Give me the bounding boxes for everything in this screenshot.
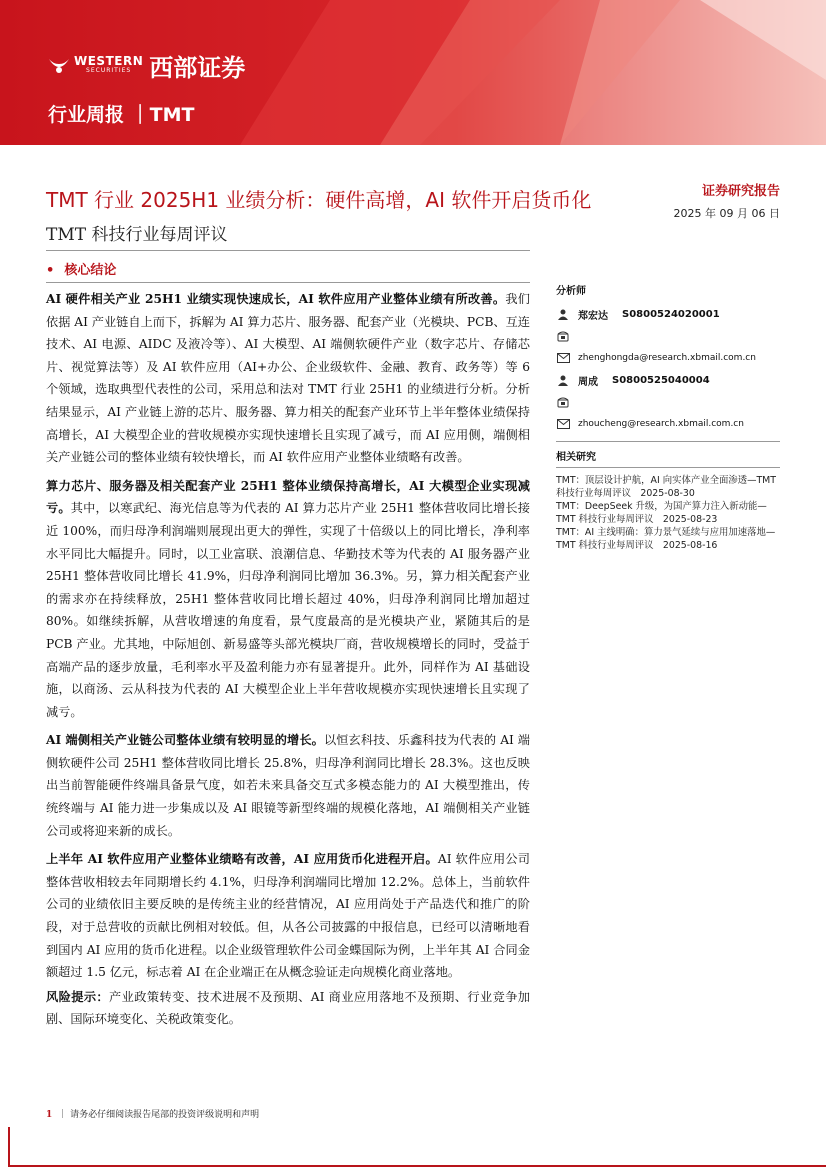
logo-english: WESTERN SECURITIES bbox=[74, 53, 144, 74]
divider bbox=[46, 250, 530, 251]
phone-icon bbox=[556, 395, 570, 409]
related-item[interactable]: TMT：AI 主线明确：算力景气延续与应用加速落地—TMT 科技行业每周评议 2025-08-16 bbox=[556, 527, 776, 551]
phone-icon bbox=[556, 329, 570, 343]
logo-chinese: 西部证券 bbox=[149, 54, 246, 82]
analyst-email[interactable]: zhoucheng@research.xbmail.com.cn bbox=[578, 419, 744, 429]
page-number: 1 bbox=[46, 1110, 53, 1120]
corner-decoration bbox=[8, 1165, 826, 1167]
bull-icon bbox=[48, 57, 70, 75]
footer-separator: ｜ bbox=[58, 1110, 68, 1120]
person-icon bbox=[556, 373, 570, 387]
analyst-row bbox=[556, 303, 780, 325]
section-heading: • 核心结论 bbox=[46, 263, 117, 278]
paragraph: 算力芯片、服务器及相关配套产业 25H1 整体业绩保持高增长，AI 大模型企业实现减亏。其中，以寒武纪、海光信息等为代表的 AI 算力芯片产业 25H1 整体营收同比增长接近 100%，而归母净利润端则展现出更大的弹性，实现了十倍级以上的同比增长，净利率水平同比大幅提升。同时，以工业富联、浪潮信息、华勤技术等为代表的 AI 服务器产业 25H1 整体营收同比增长 41.9%，归母净利润同比增加 36.3%。另，算力相关配套产业的需求亦在持续释放，25H1 整体营收同比增长超过 40%，归母净利润同比增加超过 80%。如继续拆解，从营收增速的角度看，景气度最高的是光模块产业，紧随其后的是 PCB 产业。尤其地，中际旭创、新易盛等头部光模块厂商，营收规模增长的同时，受益于高端产品的逐步放量，毛利率水平及盈利能力亦有显著提升。此外，同样作为 AI 基础设施，以商汤、云从科技为代表的 AI 大模型企业上半年营收规模亦实现快速增长且实现了减亏。 bbox=[46, 478, 530, 719]
divider bbox=[556, 441, 780, 442]
report-label: 证券研究报告 bbox=[701, 184, 780, 199]
related-list bbox=[556, 474, 780, 552]
analyst-name: 周成 bbox=[578, 376, 598, 388]
divider bbox=[46, 282, 530, 283]
company-logo bbox=[48, 48, 245, 83]
risk-paragraph: 风险提示：产业政策转变、技术进展不及预期、AI 商业应用落地不及预期、行业竞争加剧、国际环境变化、关税政策变化。 bbox=[46, 989, 530, 1027]
paragraph: AI 端侧相关产业链公司整体业绩有较明显的增长。以恒玄科技、乐鑫科技为代表的 AI 端侧软硬件公司 25H1 整体营收同比增长 25.8%，归母净利润同比增长 28.3%。这也反映出当前智能硬件终端具备景气度，如若未来具备交互式多模态能力的 AI 大模型推出，传统终端与 AI 能力进一步集成以及 AI 眼镜等新型终端的规模化落地，AI 端侧相关产业链公司或将迎来新的成长。 bbox=[46, 733, 530, 838]
report-type: 行业周报 ｜TMT bbox=[48, 104, 195, 126]
disclaimer-note: 请务必仔细阅读报告尾部的投资评级说明和声明 bbox=[70, 1110, 260, 1120]
email-icon bbox=[556, 417, 570, 431]
related-item[interactable]: TMT：DeepSeek 升级，为国产算力注入新动能—TMT 科技行业每周评议 2025-08-23 bbox=[556, 501, 767, 525]
corner-decoration bbox=[8, 1127, 10, 1167]
phone-row bbox=[556, 325, 780, 347]
related-heading: 相关研究 bbox=[556, 452, 596, 463]
divider bbox=[556, 467, 780, 468]
analyst-row bbox=[556, 369, 780, 391]
email-row bbox=[556, 347, 780, 369]
analyst-license: S0800525040004 bbox=[612, 374, 710, 386]
page-footer bbox=[46, 1107, 259, 1120]
sidebar bbox=[556, 282, 780, 552]
related-item[interactable]: TMT：顶层设计护航，AI 向实体产业全面渗透—TMT 科技行业每周评议 2025-08-30 bbox=[556, 475, 776, 499]
bullet-icon: • bbox=[46, 263, 55, 278]
analyst-email[interactable]: zhenghongda@research.xbmail.com.cn bbox=[578, 353, 756, 363]
analyst-name: 郑宏达 bbox=[578, 310, 608, 322]
paragraph: 上半年 AI 软件应用产业整体业绩略有改善，AI 应用货币化进程开启。AI 软件应用公司整体营收相较去年同期增长约 4.1%，归母净利润端同比增加 12.2%。总体上，当前软件公司的业绩依旧主要反映的是传统主业的经营情况，AI 应用尚处于产品迭代和推广的阶段，对于总营收的贡献比例相对较低。但，从各公司披露的中报信息，已经可以清晰地看到国内 AI 应用的货币化进程。以企业级管理软件公司金蝶国际为例，上半年其 AI 合同金额超过 1.5 亿元，标志着 AI 在企业端正在从概念验证走向规模化商业落地。 bbox=[46, 852, 530, 980]
person-icon bbox=[556, 307, 570, 321]
report-subtitle: TMT 科技行业每周评议 bbox=[46, 225, 228, 245]
report-title: TMT 行业 2025H1 业绩分析：硬件高增，AI 软件开启货币化 bbox=[46, 188, 592, 212]
analyst-license: S0800524020001 bbox=[622, 308, 720, 320]
paragraph: AI 硬件相关产业 25H1 业绩实现快速成长，AI 软件应用产业整体业绩有所改善。我们依据 AI 产业链自上而下，拆解为 AI 算力芯片、服务器、配套产业（光模块、PCB、互连技术、AI 电源、AIDC 及液冷等）、AI 大模型、AI 端侧软硬件产业（数字芯片、存储芯片、视觉算法等）及 AI 软件应用（AI+办公、企业级软件、金融、教育、政务等）等 6 个领域，选取典型代表性的公司，采用总和法对 TMT 行业 25H1 的业绩进行分析。分析结果显示，AI 产业链上游的芯片、服务器、算力相关的配套产业环节上半年整体业绩保持高增长，AI 大模型企业的营收规模亦实现快速增长且实现了减亏，而 AI 应用侧，端侧相关产业链公司的整体业绩有较快增长，而 AI 软件应用产业整体业绩略有改善。 bbox=[46, 292, 530, 465]
analyst-heading: 分析师 bbox=[556, 286, 586, 297]
report-date: 2025 年 09 月 06 日 bbox=[673, 207, 780, 220]
phone-row bbox=[556, 391, 780, 413]
email-icon bbox=[556, 351, 570, 365]
report-body bbox=[46, 288, 530, 1031]
email-row bbox=[556, 413, 780, 435]
